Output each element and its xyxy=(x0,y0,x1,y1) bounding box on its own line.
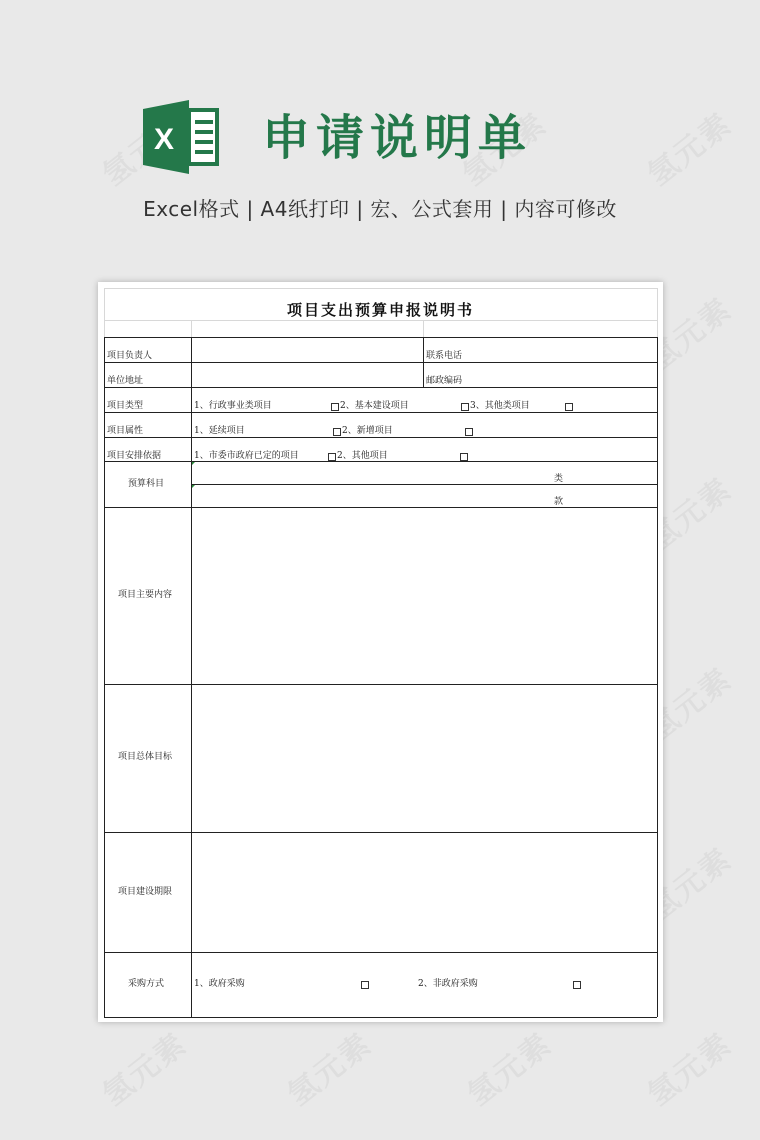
period-label: 项目建设期限 xyxy=(118,887,173,897)
attr-option-2-checkbox[interactable] xyxy=(465,428,473,436)
type-option-3-checkbox[interactable] xyxy=(565,403,573,411)
budget-class-label: 类 xyxy=(554,474,564,484)
form-title: 项目支出预算申报说明书 xyxy=(286,301,474,319)
content-label: 项目主要内容 xyxy=(118,590,173,600)
purchase-option-1-checkbox[interactable] xyxy=(361,981,369,989)
watermark xyxy=(92,1020,195,1114)
type-option-1: 1、行政事业类项目 xyxy=(194,401,272,411)
svg-text:X: X xyxy=(154,123,175,156)
goal-label: 项目总体目标 xyxy=(118,752,173,762)
purchase-label: 采购方式 xyxy=(128,979,165,989)
budget-label: 预算科目 xyxy=(128,479,165,489)
excel-logo-icon xyxy=(143,100,219,174)
banner xyxy=(0,0,760,260)
attr-option-1-checkbox[interactable] xyxy=(333,428,341,436)
type-option-1-checkbox[interactable] xyxy=(331,403,339,411)
banner-title: 申请说明单 xyxy=(262,110,533,166)
attr-option-1: 1、延续项目 xyxy=(194,426,245,436)
address-label: 单位地址 xyxy=(107,376,144,386)
budget-item-label: 款 xyxy=(554,497,564,507)
banner-subtitle: Excel格式 | A4纸打印 | 宏、公式套用 | 内容可修改 xyxy=(143,197,617,221)
watermark xyxy=(457,1020,560,1114)
basis-label: 项目安排依据 xyxy=(107,451,162,461)
postcode-label: 邮政编码 xyxy=(426,376,463,386)
attr-option-2: 2、新增项目 xyxy=(342,426,393,436)
phone-label: 联系电话 xyxy=(426,351,463,361)
purchase-option-1: 1、政府采购 xyxy=(194,979,245,989)
watermark xyxy=(277,1020,380,1114)
type-option-2-checkbox[interactable] xyxy=(461,403,469,411)
purchase-option-2-checkbox[interactable] xyxy=(573,981,581,989)
watermark xyxy=(637,1020,740,1114)
basis-option-1: 1、市委市政府已定的项目 xyxy=(194,451,299,461)
type-label: 项目类型 xyxy=(107,401,144,411)
type-option-3: 3、其他类项目 xyxy=(470,401,530,411)
attr-label: 项目属性 xyxy=(107,426,144,436)
type-option-2: 2、基本建设项目 xyxy=(340,401,409,411)
leader-label: 项目负责人 xyxy=(107,351,153,361)
basis-option-2-checkbox[interactable] xyxy=(460,453,468,461)
basis-option-2: 2、其他项目 xyxy=(337,451,388,461)
form-sheet xyxy=(98,282,663,1022)
basis-option-1-checkbox[interactable] xyxy=(328,453,336,461)
purchase-option-2: 2、非政府采购 xyxy=(418,979,478,989)
